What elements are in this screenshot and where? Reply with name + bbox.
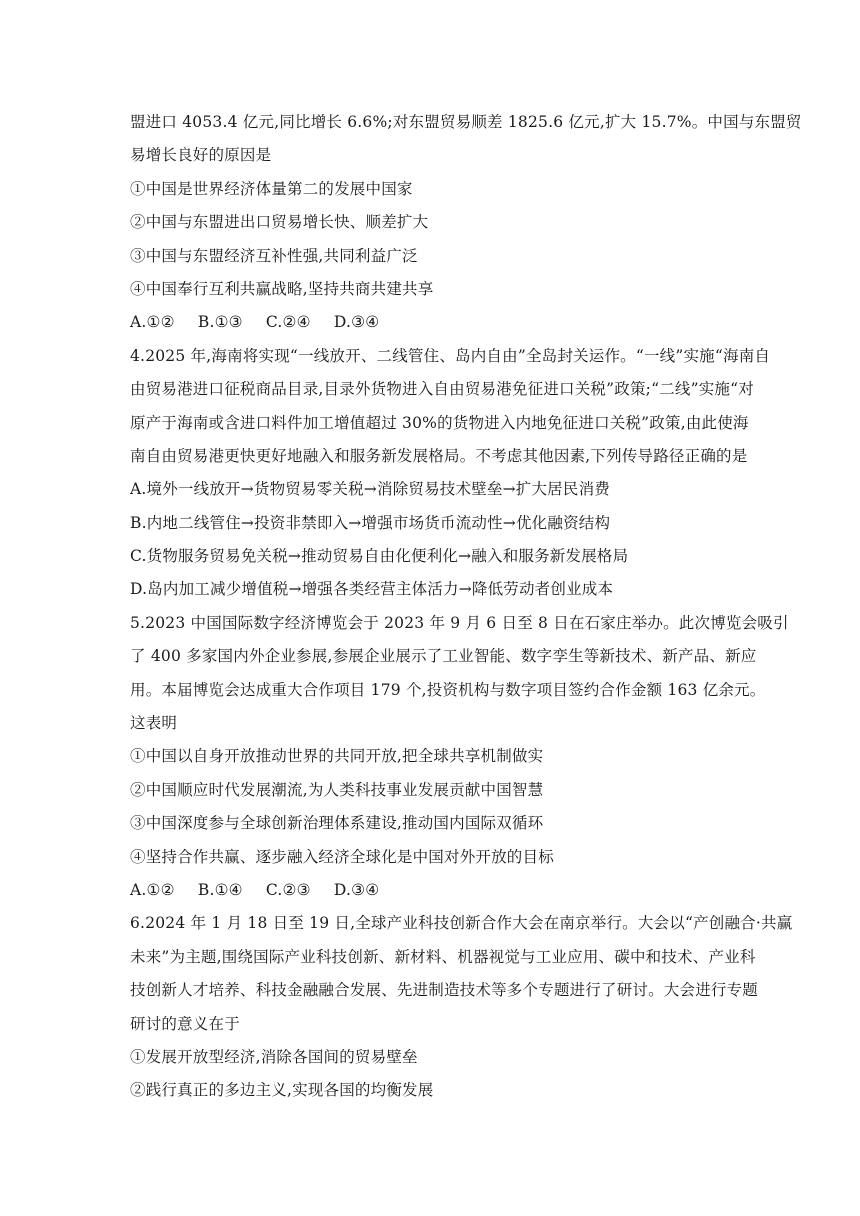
q3-option-a: A.①② (130, 313, 175, 332)
q4-option-b: B.内地二线管住→投资非禁即入→增强市场货币流动性→优化融资结构 (130, 513, 611, 532)
q5-stem-line-3: 用。本届博览会达成重大合作项目 179 个,投资机构与数字项目签约合作金额 163 亿余元。 (130, 680, 766, 699)
q3-options (130, 306, 740, 339)
q4-stem-line-2: 由贸易港进口征税商品目录,目录外货物进入自由贸易港免征进口关税”政策;“二线”实施“对 (130, 380, 754, 399)
q5-stem-line-2: 了 400 多家国内外企业参展,参展企业展示了工业智能、数字孪生等新技术、新产品、新应 (130, 647, 757, 666)
q3-stem-line-1: 盟进口 4053.4 亿元,同比增长 6.6%;对东盟贸易顺差 1825.6 亿元,扩大 15.7%。中国与东盟贸 (130, 113, 802, 131)
q3-option-b: B.①③ (197, 313, 243, 332)
q5-option-c: C.②③ (265, 880, 311, 899)
q6-stem-line-4: 研讨的意义在于 (130, 1014, 240, 1033)
q3-item-4: ④中国奉行互利共赢战略,坚持共商共建共享 (130, 279, 434, 298)
q5-options (130, 874, 740, 907)
q4-stem-line-1: 4.2025 年,海南将实现“一线放开、二线管住、岛内自由”全岛封关运作。“一线”实施“海南自 (130, 346, 771, 365)
q4-stem-line-4: 南自由贸易港更快更好地融入和服务新发展格局。不考虑其他因素,下列传导路径正确的是 (130, 446, 748, 465)
question-6 (130, 907, 793, 1107)
q4-option-c: C.货物服务贸易免关税→推动贸易自由化便利化→融入和服务新发展格局 (130, 547, 629, 566)
exam-page (130, 106, 802, 1108)
question-4 (130, 340, 771, 607)
q5-item-2: ②中国顺应时代发展潮流,为人类科技事业发展贡献中国智慧 (130, 780, 544, 799)
q5-item-3: ③中国深度参与全球创新治理体系建设,推动国内国际双循环 (130, 814, 544, 833)
q3-item-1: ①中国是世界经济体量第二的发展中国家 (130, 179, 413, 198)
q3-item-3: ③中国与东盟经济互补性强,共同利益广泛 (130, 246, 418, 265)
q3-option-c: C.②④ (265, 313, 311, 332)
q6-item-1: ①发展开放型经济,消除各国间的贸易壁垒 (130, 1047, 418, 1066)
q5-stem-line-4: 这表明 (130, 714, 178, 733)
q4-option-d: D.岛内加工减少增值税→增强各类经营主体活力→降低劳动者创业成本 (130, 580, 614, 599)
q3-option-d: D.③④ (333, 313, 380, 332)
q5-option-d: D.③④ (333, 880, 380, 899)
question-5 (130, 607, 789, 908)
q6-item-2: ②践行真正的多边主义,实现各国的均衡发展 (130, 1081, 434, 1100)
q3-stem-line-2: 易增长良好的原因是 (130, 146, 272, 165)
q3-item-2: ②中国与东盟进出口贸易增长快、顺差扩大 (130, 213, 429, 232)
q4-stem-line-3: 原产于海南或含进口料件加工增值超过 30%的货物进入内地免征进口关税”政策,由此使海 (130, 413, 749, 432)
q5-item-4: ④坚持合作共赢、逐步融入经济全球化是中国对外开放的目标 (130, 847, 554, 866)
question-3 (130, 106, 802, 340)
q6-stem-line-3: 技创新人才培养、科技金融融合发展、先进制造技术等多个专题进行了研讨。大会进行专题 (130, 981, 759, 1000)
q6-stem-line-2: 未来”为主题,围绕国际产业科技创新、新材料、机器视觉与工业应用、碳中和技术、产业科 (130, 947, 756, 966)
q6-stem-line-1: 6.2024 年 1 月 18 日至 19 日,全球产业科技创新合作大会在南京举行。大会以“产创融合·共赢 (130, 914, 793, 933)
q5-item-1: ①中国以自身开放推动世界的共同开放,把全球共享机制做实 (130, 747, 544, 766)
q4-option-a: A.境外一线放开→货物贸易零关税→消除贸易技术壁垒→扩大居民消费 (130, 480, 610, 499)
q5-option-a: A.①② (130, 880, 175, 899)
q5-stem-line-1: 5.2023 中国国际数字经济博览会于 2023 年 9 月 6 日至 8 日在石家庄举办。此次博览会吸引 (130, 613, 789, 632)
q5-option-b: B.①④ (197, 880, 243, 899)
